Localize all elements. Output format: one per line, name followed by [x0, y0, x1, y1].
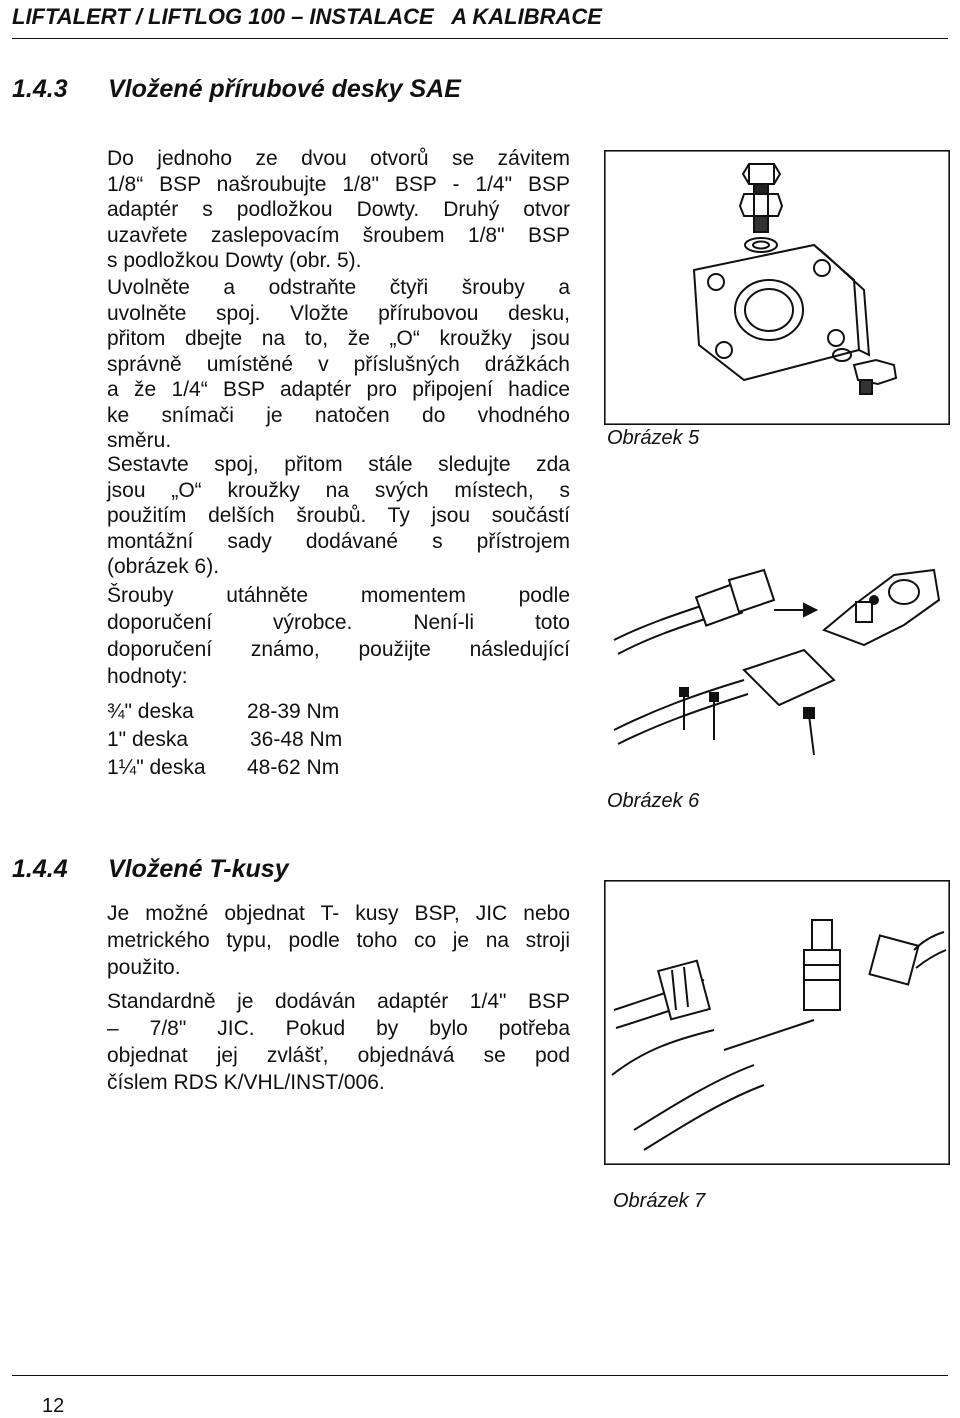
text-line: správně umístěné v příslušných drážkách — [107, 352, 570, 376]
text-line: Sestavte spoj, přitom stále sledujte zda — [107, 453, 570, 476]
text-line: použitím delších šroubů. Ty jsou součástí — [107, 504, 570, 527]
text-line: objednat jej zvlášť, objednává se pod — [107, 1044, 570, 1067]
text-line: hodnoty: — [107, 665, 188, 688]
torque-value: 28-39 Nm — [247, 700, 340, 723]
section-number: 1.4.3 — [12, 75, 68, 103]
text-line: 1/8“ BSP našroubujte 1/8" BSP - 1/4" BSP — [107, 172, 570, 196]
footer-rule — [12, 1375, 948, 1376]
text-line: doporučení výrobce. Není-li toto — [107, 611, 570, 634]
text-line: montážní sady dodávané s přístrojem — [107, 529, 570, 553]
text-line: Standardně je dodáván adaptér 1/4" BSP — [107, 990, 570, 1013]
paragraph-adapter — [107, 146, 570, 274]
torque-value: 36-48 Nm — [250, 728, 343, 751]
text-line: metrického typu, podle toho co je na stroji — [107, 929, 570, 952]
plate-size: ¾" deska — [107, 700, 194, 723]
text-line: adaptér s podložkou Dowty. Druhý otvor — [107, 198, 570, 221]
text-line: s podložkou Dowty (obr. 5). — [107, 249, 362, 272]
text-line: a že 1/4“ BSP adaptér pro připojení hadice — [107, 378, 570, 401]
header-rule — [12, 38, 948, 39]
page-number: 12 — [42, 1395, 65, 1417]
document-header: LIFTALERT / LIFTLOG 100 – INSTALACE A KALIBRACE — [12, 4, 602, 29]
text-line: Uvolněte a odstraňte čtyři šrouby a — [107, 276, 570, 299]
text-line: – 7/8" JIC. Pokud by bylo potřeba — [107, 1017, 570, 1040]
plate-size: 1¼" deska — [107, 756, 206, 779]
figure-5-caption: Obrázek 5 — [607, 427, 700, 449]
t-piece-illustration — [604, 880, 950, 1165]
text-line: jsou „O“ kroužky na svých místech, s — [107, 478, 570, 502]
paragraph-install — [107, 275, 570, 454]
text-line: Do jednoho ze dvou otvorů se závitem — [107, 147, 570, 170]
text-line: doporučení známo, použijte následující — [107, 638, 570, 661]
text-line: uzavřete zaslepovacím šroubem 1/8" BSP — [107, 223, 570, 247]
plate-size: 1" deska — [107, 728, 189, 751]
torque-row — [107, 754, 407, 782]
text-line: Je možné objednat T- kusy BSP, JIC nebo — [107, 902, 570, 925]
torque-row — [107, 698, 407, 726]
text-line: číslem RDS K/VHL/INST/006. — [107, 1071, 385, 1094]
text-line: přitom dbejte na to, že „O“ kroužky jsou — [107, 327, 570, 350]
paragraph-standard-adapter — [107, 988, 570, 1096]
torque-value: 48-62 Nm — [247, 756, 340, 779]
torque-row — [107, 726, 407, 754]
assembly-illustration — [604, 530, 950, 785]
text-line: ke snímači je natočen do vhodného — [107, 403, 570, 427]
figure-6-caption: Obrázek 6 — [607, 790, 700, 812]
paragraph-t-pieces — [107, 900, 570, 981]
paragraph-torque — [107, 582, 570, 690]
text-line: směru. — [107, 429, 172, 452]
section-title: Vložené přírubové desky SAE — [108, 75, 461, 103]
text-line: použito. — [107, 956, 181, 979]
figure-7-caption: Obrázek 7 — [613, 1190, 706, 1212]
torque-table — [107, 698, 407, 782]
flange-plate-illustration — [604, 150, 950, 425]
section-number: 1.4.4 — [12, 855, 68, 883]
text-line: uvolněte spoj. Vložte přírubovou desku, — [107, 301, 570, 325]
text-line: (obrázek 6). — [107, 555, 220, 578]
section-title: Vložené T-kusy — [108, 855, 289, 883]
text-line: Šrouby utáhněte momentem podle — [107, 584, 570, 607]
paragraph-assemble — [107, 452, 570, 580]
